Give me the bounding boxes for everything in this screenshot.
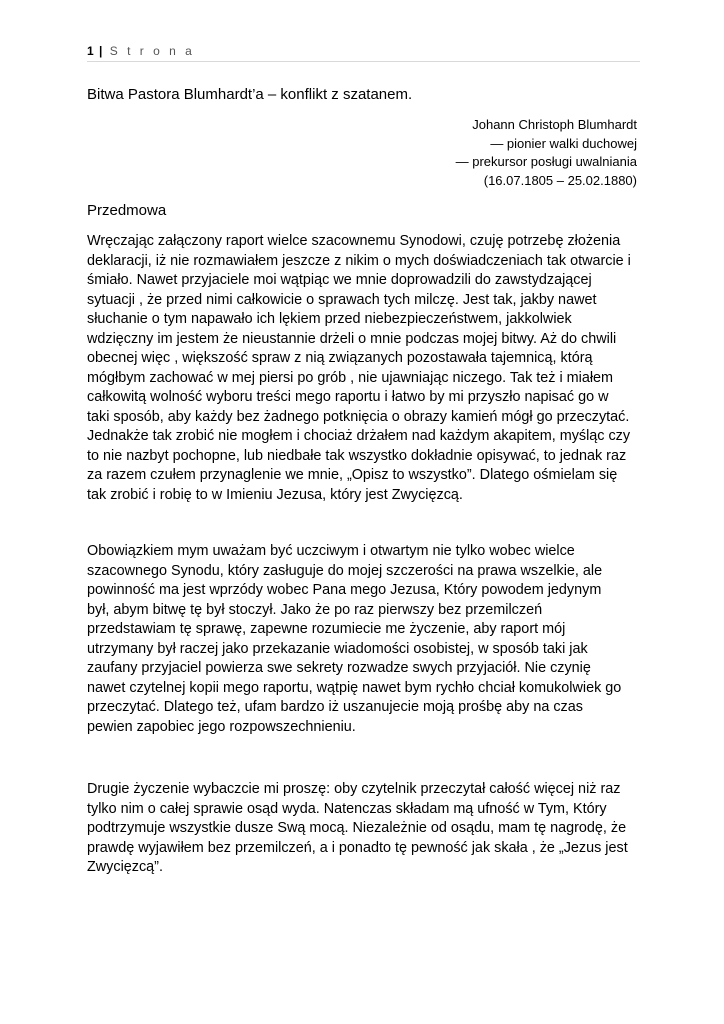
header-separator: | xyxy=(99,44,103,58)
paragraph-line: tak zrobić i robię to w Imieniu Jezusa, który jest Zwycięzcą. xyxy=(87,486,463,503)
paragraph-2 xyxy=(87,542,647,737)
paragraph-line: Obowiązkiem mym uważam być uczciwym i otwartym nie tylko wobec wielce xyxy=(87,543,575,559)
paragraph-line: deklaracji, iż nie rozmawiałem jeszcze z nikim o mych doświadczeniach tak otwarcie i xyxy=(87,252,631,269)
document-title: Bitwa Pastora Blumhardt’a – konflikt z szatanem. xyxy=(87,86,413,103)
paragraph-line: przeczytać. Dlatego też, ufam bardzo iż uszanujecie moją prośbę aby na czas xyxy=(87,699,583,715)
paragraph-line: Drugie życzenie wybaczcie mi proszę: oby czytelnik przeczytał całość więcej niż raz xyxy=(87,781,621,797)
author-block xyxy=(456,116,637,190)
paragraph-line: wdzięczny im jestem że nieustannie drżeli o mnie podczas mojej bitwy. Aż do chwili xyxy=(87,330,617,347)
paragraph-line: słuchanie o tym napawało ich lękiem przed niebezpieczeństwem, jakkolwiek xyxy=(87,311,572,327)
paragraph-line: pewien zapobiec jego rozpowszechnieniu. xyxy=(87,718,356,735)
paragraph-line: śmiało. Nawet przyjaciele moi wątpiąc we mnie doprowadzili do zawstydzającej xyxy=(87,272,592,288)
paragraph-line: mógłbym zachować w mej piersi po grób , nie ujawniając niczego. Tak też i miałem xyxy=(87,369,614,386)
page-label: S t r o n a xyxy=(109,44,195,58)
paragraph-line: zaufany przyjaciel powierza swe sekrety rozwadze swych przyjaciół. Nie czynię xyxy=(87,660,591,676)
author-dates: (16.07.1805 – 25.02.1880) xyxy=(483,172,637,188)
section-heading: Przedmowa xyxy=(87,202,167,219)
paragraph-line: nawet czytelnej kopii mego raportu, wątpię nawet bym rychło chciał komukolwiek go xyxy=(87,679,622,696)
paragraph-line: przedstawiam tę sprawę, zapewne rozumiecie me życzenie, aby raport mój xyxy=(87,621,566,637)
paragraph-1 xyxy=(87,232,647,505)
paragraph-line: utrzymany był raczej jako przekazanie wiadomości osobistej, w sposób taki jak xyxy=(87,640,588,657)
paragraph-3 xyxy=(87,780,647,878)
author-name: Johann Christoph Blumhardt xyxy=(472,117,637,132)
paragraph-line: podtrzymuje wszystkie dusze Swą mocą. Niezależnie od osądu, mam tę nagrodę, że xyxy=(87,820,627,836)
paragraph-line: to nie nazbyt pochopne, lub niedbałe tak wszystko dokładnie opisywać, to jednak raz xyxy=(87,447,627,464)
paragraph-line: całkowitą wolność wyboru treści mego raportu i łatwo by mi przyszło napisać go w xyxy=(87,389,609,405)
author-role-2: — prekursor posługi uwalniania xyxy=(455,154,637,169)
paragraph-line: powinność ma jest wprzódy wobec Pana mego Jezusa, Który powodem jedynym xyxy=(87,582,602,598)
page-header xyxy=(87,43,640,62)
paragraph-line: Zwycięzcą”. xyxy=(87,859,163,875)
paragraph-line: Wręczając załączony raport wielce szacownemu Synodowi, czuję potrzebę złożenia xyxy=(87,233,621,249)
paragraph-line: za razem czułem przynaglenie we mnie, „Opisz to wszystko”. Dlatego ośmielam się xyxy=(87,467,618,483)
paragraph-line: sytuacji , że przed nimi całkowicie o sprawach tych milczę. Jest tak, jakby nawet xyxy=(87,291,597,308)
paragraph-line: szacownego Synodu, który zasługuje do mojej szczerości na prawa wszelkie, ale xyxy=(87,562,603,579)
author-role-1: — pionier walki duchowej xyxy=(490,135,637,151)
paragraph-line: taki sposób, aby każdy bez żadnego potknięcia o obrazy kamień mógł go przeczytać. xyxy=(87,408,630,425)
paragraph-line: tylko nim o całej sprawie osąd wyda. Natenczas składam mą ufność w Tym, Który xyxy=(87,800,607,817)
paragraph-line: prawdę wyjawiłem bez przemilczeń, a i ponadto tę pewność jak skała , że „Jezus jest xyxy=(87,839,628,856)
paragraph-line: Jednakże tak zrobić nie mogłem i chociaż drżałem nad każdym akapitem, myśląc czy xyxy=(87,428,631,444)
paragraph-line: był, abym bitwę tę był stoczył. Jako że po raz pierwszy bez przemilczeń xyxy=(87,601,543,618)
paragraph-line: obecnej więc , większość spraw z nią związanych pozostawała tajemnicą, którą xyxy=(87,350,593,366)
page-number: 1 xyxy=(87,44,94,58)
